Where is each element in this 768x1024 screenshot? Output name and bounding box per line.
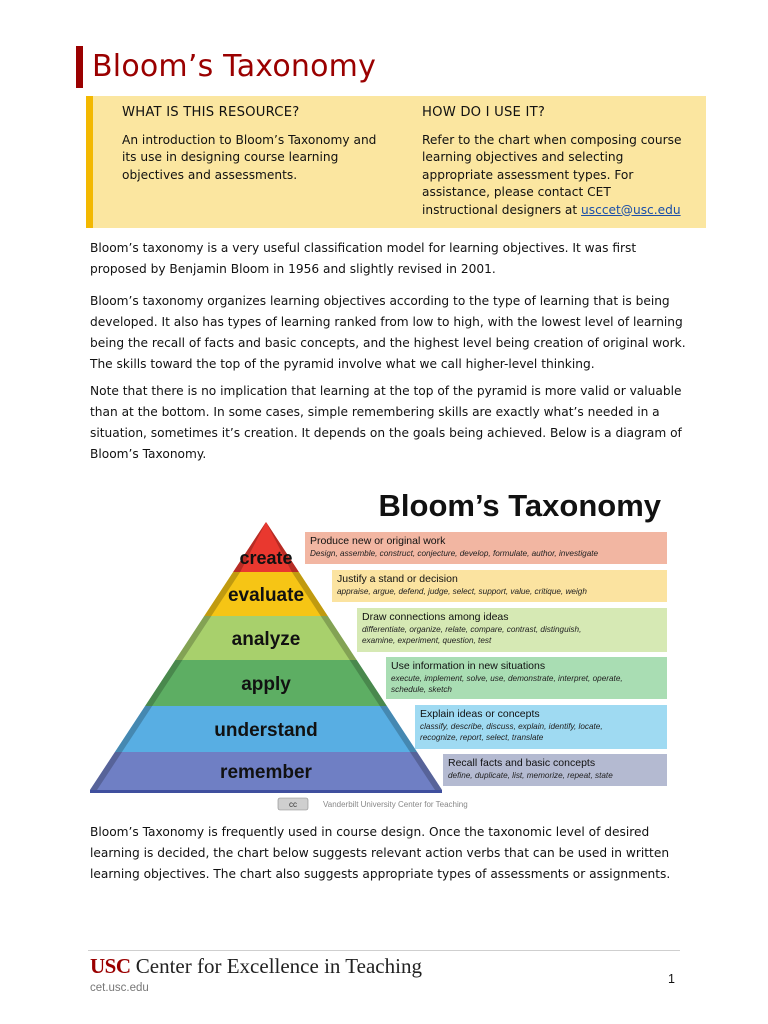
info-box-accent — [86, 96, 93, 228]
pyramid-label-analyze: analyze — [231, 629, 301, 650]
page-number: 1 — [668, 972, 675, 986]
level-verbs-apply: execute, implement, solve, use, demonstrate, interpret, operate, schedule, sketch — [391, 674, 623, 694]
pyramid-label-apply: apply — [241, 674, 291, 695]
paragraph-implication: Note that there is no implication that learning at the top of the pyramid is more valid or valuable than at the bottom. In some cases, simple remembering skills are exactly what’s needed in a situation, sometimes it’s creation. It depends on the goals being achieved. Below is a diagram of Bloom’s Taxonomy. — [90, 384, 682, 461]
contact-email-link[interactable]: usccet@usc.edu — [581, 202, 681, 217]
level-description-apply: Use information in new situations — [391, 660, 546, 672]
paragraph-intro: Bloom’s taxonomy is a very useful classification model for learning objectives. It was first proposed by Benjamin Bloom in 1956 and slightly revised in 2001. — [90, 241, 637, 276]
usc-logo-mark: USC — [90, 954, 131, 978]
level-description-remember: Recall facts and basic concepts — [448, 757, 596, 769]
diagram-credit-text: Vanderbilt University Center for Teaching — [323, 800, 468, 809]
pyramid-label-evaluate: evaluate — [227, 585, 305, 606]
level-verbs-remember: define, duplicate, list, memorize, repeat, state — [448, 771, 613, 780]
level-description-analyze: Draw connections among ideas — [362, 611, 509, 623]
level-description-understand: Explain ideas or concepts — [420, 708, 540, 720]
diagram-credit — [278, 798, 468, 810]
info-text-how-body: Refer to the chart when composing course learning objectives and selecting appropriate assessment types. For assistance, please contact CET instructional designers at — [422, 132, 682, 217]
info-column-what — [122, 104, 382, 184]
page-title: Bloom’s Taxonomy — [92, 49, 377, 84]
info-heading-how: HOW DO I USE IT? — [422, 105, 546, 120]
level-verbs-analyze: differentiate, organize, relate, compare, contrast, distinguish, examine, experiment, question, test — [362, 625, 582, 645]
info-text-how — [422, 132, 690, 220]
footer-divider — [88, 950, 680, 951]
footer-logo — [90, 954, 422, 979]
pyramid-label-create: create — [239, 548, 293, 568]
level-description-create: Produce new or original work — [310, 535, 446, 547]
footer-url: cet.usc.edu — [90, 982, 149, 994]
pyramid-base — [90, 790, 442, 793]
level-verbs-evaluate: appraise, argue, defend, judge, select, support, value, critique, weigh — [337, 587, 587, 596]
blooms-taxonomy-diagram — [90, 476, 690, 816]
paragraph-organization: Bloom’s taxonomy organizes learning objectives according to the type of learning that is being developed. It also has types of learning ranked from low to high, with the lowest level of learning being the recall of facts and basic concepts, and the highest level being creation of original work. The skills toward the top of the pyramid involve what we call higher-level thinking. — [90, 294, 686, 371]
footer-logo-text: Center for Excellence in Teaching — [135, 954, 422, 978]
diagram-title: Bloom’s Taxonomy — [378, 488, 661, 523]
pyramid-label-remember: remember — [220, 762, 312, 783]
level-verbs-create: Design, assemble, construct, conjecture, develop, formulate, author, investigate — [310, 549, 599, 558]
cc-license-label: cc — [289, 800, 297, 809]
title-accent-bar — [76, 46, 83, 88]
info-heading-what: WHAT IS THIS RESOURCE? — [122, 105, 300, 120]
info-text-what: An introduction to Bloom’s Taxonomy and its use in designing course learning objectives and assessments. — [122, 132, 377, 182]
pyramid-label-understand: understand — [214, 720, 318, 741]
info-column-how — [422, 104, 690, 219]
level-verbs-understand: classify, describe, discuss, explain, identify, locate, recognize, report, select, translate — [420, 722, 603, 742]
level-description-evaluate: Justify a stand or decision — [337, 573, 458, 585]
paragraph-course-design: Bloom’s Taxonomy is frequently used in course design. Once the taxonomic level of desired learning is decided, the chart below suggests relevant action verbs that can be used in written learning objectives. The chart also suggests appropriate types of assessments or assignments. — [90, 825, 671, 881]
